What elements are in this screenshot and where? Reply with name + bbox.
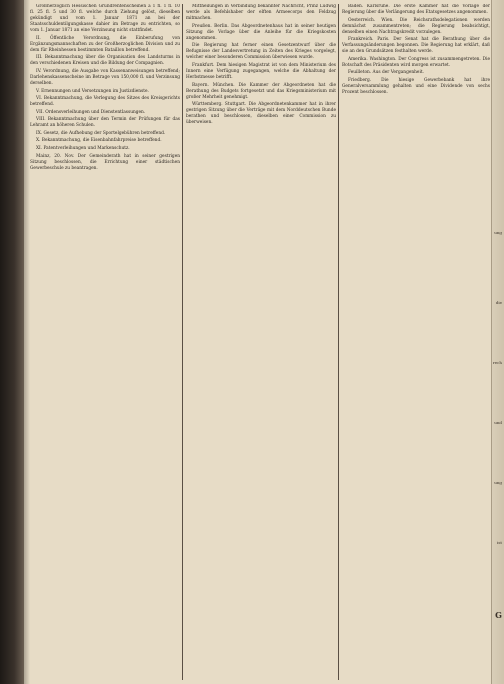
side-fragment: ung: [494, 230, 502, 235]
col1-para-4: IV. Verordnung, die Ausgabe von Kassenanweisungen betreffend; Darlehenskassenscheine im Betrage von 150,000 fl. und Verzinsung derselben.: [30, 68, 180, 87]
col1-para-5: V. Ernennungen und Versetzungen im Justizdienste.: [36, 88, 149, 94]
book-gutter: [0, 0, 24, 684]
col2-para-5: Bayern. München. Die Kammer der Abgeordneten hat die Berathung des Budgets fortgesetzt und das Kriegsministerium mit großer Mehrheit genehmigt.: [186, 82, 336, 100]
col1-para-10: X. Bekanntmachung, die Eisenbahnfahrpreise betreffend.: [36, 138, 162, 144]
col2-para-1: Mittheilungen in Verbindung bekannter Nachricht, Prinz Ludwig werde als Befehlshaber der elften Armeecorps den Feldzug mitmachen.: [186, 4, 336, 22]
col2-para-2: Preußen. Berlin. Das Abgeordnetenhaus hat in seiner heutigen Sitzung die Vorlage über die Anleihe für die Kriegskosten angenommen.: [186, 23, 336, 41]
col3-para-2: Oesterreich. Wien. Die Reichsrathsdelegationen werden demnächst zusammentreten; die Regierung beabsichtigt, denselben einen Nachtragskredit vorzulegen.: [342, 17, 490, 35]
side-fragment: G: [495, 610, 502, 620]
side-fragment: und: [494, 420, 502, 425]
col1-para-2: II. Öffentliche Verordnung, die Einberufung von Ergänzungsmannschaften zu der Großherzoglichen Division und zu dem für Rheinhessen bestimmten Bataillon betreffend.: [30, 35, 180, 53]
col1-para-6: VI. Bekanntmachung, die Verlegung des Sitzes des Kreisgerichts betreffend.: [30, 96, 180, 108]
col2-para-3: Die Regierung hat ferner einen Gesetzentwurf über die Befugnisse der Landesvertretung in Zeiten des Krieges vorgelegt, welcher einer besonderen Commission überwiesen wurde.: [186, 43, 336, 61]
column-3: [342, 4, 490, 680]
side-fragment: ung: [494, 480, 502, 485]
col1-para-7: VII. Ordensverleihungen und Dienstentlassungen.: [36, 109, 146, 115]
col1-para-9: IX. Gesetz, die Aufhebung der Sportelgebühren betreffend.: [36, 130, 166, 136]
column-1: [30, 4, 180, 680]
col1-para-1: Großherzoglich Hessischen Grundrentenscheinen à 1 fl. 1 fl. 10 fl. 25 fl. 5 und 30 fl. welche durch Ziehung gelöst, dieselben gekündigt und vom 1. Januar 1871 an bei der Staatsschuldentilgungskasse dahier im Betrage zu entrichten, so vom 1. Januar 1871 an eine Verzinsung nicht stattfindet.: [30, 4, 180, 34]
side-fragment: ist: [497, 540, 502, 545]
col1-para-11: XI. Patentverleihungen und Markenschutz.: [36, 145, 130, 151]
side-fragment: die: [495, 300, 502, 305]
col1-para-3: III. Bekanntmachung über die Organisation des Landsturms in den verschiedenen Kreisen und die Bildung der Compagnien.: [30, 55, 180, 67]
adjacent-page-edge: [491, 0, 504, 684]
col1-para-12: Mainz, 20. Nov. Der Gemeinderath hat in seiner gestrigen Sitzung beschlossen, die Errichtung einer städtischen Gewerbeschule zu beantragen.: [30, 153, 180, 171]
col3-para-1: Baden. Karlsruhe. Die erste Kammer hat die Vorlage der Regierung über die Verlängerung des Etatsgesetzes angenommen.: [342, 4, 490, 16]
column-rule-1: [182, 4, 183, 680]
col2-para-6: Württemberg. Stuttgart. Die Abgeordnetenkammer hat in ihrer gestrigen Sitzung über die Verträge mit dem Norddeutschen Bunde berathen und beschlossen, dieselben einer Commission zu überweisen.: [186, 102, 336, 126]
col3-para-4: Amerika. Washington. Der Congress ist zusammengetreten. Die Botschaft des Präsidenten wird morgen erwartet.: [342, 56, 490, 68]
column-rule-2: [338, 4, 339, 680]
col2-para-4: Frankfurt. Dem hiesigen Magistrat ist von dem Ministerium des Innern eine Verfügung zugegangen, welche die Abhaltung der Herbstmesse betrifft.: [186, 62, 336, 81]
col3-para-5: Feuilleton. Aus der Vergangenheit.: [348, 70, 424, 76]
col3-para-6: Friedberg. Die hiesige Gewerbebank hat ihre Generalversammlung gehalten und eine Dividende von sechs Prozent beschlossen.: [342, 78, 490, 96]
col1-para-8: VIII. Bekanntmachung über den Termin der Prüfungen für das Lehramt an höheren Schulen.: [30, 117, 180, 129]
column-2: [186, 4, 336, 680]
newspaper-page: [24, 0, 504, 684]
side-fragment: rech: [492, 360, 502, 365]
col3-para-3: Frankreich. Paris. Der Senat hat die Berathung über die Verfassungsänderungen begonnen. Die Regierung hat erklärt, daß sie an den Grundsätzen festhalten werde.: [342, 37, 490, 55]
